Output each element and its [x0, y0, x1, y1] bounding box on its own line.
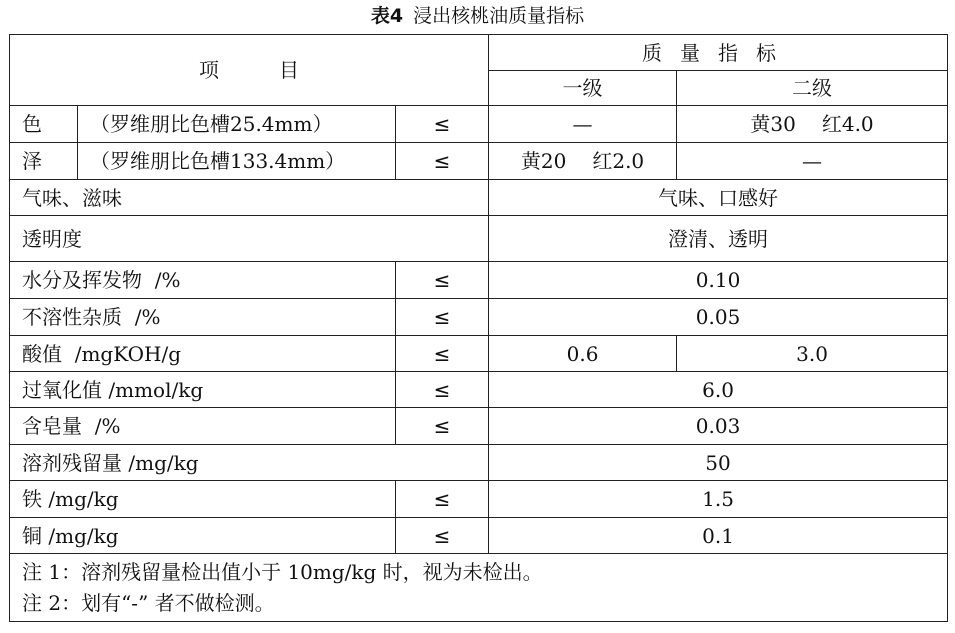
table-row	[10, 299, 948, 336]
le-symbol: ≤	[396, 143, 489, 180]
table-row	[10, 372, 948, 408]
table-row	[10, 106, 948, 143]
moisture-label: 水分及挥发物 /%	[10, 262, 396, 299]
header-grade2: 二级	[677, 71, 948, 106]
peroxide-value: 6.0	[489, 372, 948, 408]
iron-label: 铁 /mg/kg	[10, 481, 396, 518]
odor-value: 气味、口感好	[489, 180, 948, 216]
moisture-value: 0.10	[489, 262, 948, 299]
table-row	[10, 216, 948, 262]
le-symbol: ≤	[396, 262, 489, 299]
le-symbol: ≤	[396, 106, 489, 143]
note-2: 注 2：划有“-” 者不做检测。	[22, 590, 275, 615]
soap-label: 含皂量 /%	[10, 408, 396, 445]
odor-label: 气味、滋味	[10, 180, 489, 216]
le-symbol: ≤	[396, 336, 489, 372]
table-number: 表4	[370, 5, 404, 27]
soap-value: 0.03	[489, 408, 948, 445]
le-symbol: ≤	[396, 372, 489, 408]
note-1: 注 1：溶剂残留量检出值小于 10mg/kg 时，视为未检出。	[22, 559, 543, 584]
le-symbol: ≤	[396, 481, 489, 518]
notes-cell	[10, 554, 948, 622]
table-row	[10, 408, 948, 445]
color-row1-desc: （罗维朋比色槽25.4mm）	[78, 106, 396, 143]
insoluble-label: 不溶性杂质 /%	[10, 299, 396, 336]
table-row	[10, 143, 948, 180]
header-grade1: 一级	[489, 71, 677, 106]
solvent-label: 溶剂残留量 /mg/kg	[10, 445, 489, 481]
color-label-top: 色	[10, 106, 78, 143]
color-label-bottom: 泽	[10, 143, 78, 180]
acid-label: 酸值 /mgKOH/g	[10, 336, 396, 372]
color-row2-grade2: —	[677, 143, 948, 180]
clarity-label: 透明度	[10, 216, 489, 262]
table-row	[10, 336, 948, 372]
acid-grade1: 0.6	[489, 336, 677, 372]
color-row2-desc: （罗维朋比色槽133.4mm）	[78, 143, 396, 180]
table-row	[10, 518, 948, 554]
iron-value: 1.5	[489, 481, 948, 518]
header-quality-indicators: 质量指标	[489, 35, 948, 71]
clarity-value: 澄清、透明	[489, 216, 948, 262]
color-row2-grade1: 黄20 红2.0	[489, 143, 677, 180]
solvent-value: 50	[489, 445, 948, 481]
le-symbol: ≤	[396, 518, 489, 554]
table-caption	[0, 3, 955, 29]
color-row1-grade2: 黄30 红4.0	[677, 106, 948, 143]
notes-row	[10, 554, 948, 622]
table-row	[10, 262, 948, 299]
quality-table	[9, 34, 948, 622]
peroxide-label: 过氧化值 /mmol/kg	[10, 372, 396, 408]
le-symbol: ≤	[396, 408, 489, 445]
table-row	[10, 481, 948, 518]
table-row	[10, 180, 948, 216]
insoluble-value: 0.05	[489, 299, 948, 336]
header-item: 项 目	[10, 35, 489, 106]
table-row	[10, 445, 948, 481]
copper-value: 0.1	[489, 518, 948, 554]
le-symbol: ≤	[396, 299, 489, 336]
copper-label: 铜 /mg/kg	[10, 518, 396, 554]
color-row1-grade1: —	[489, 106, 677, 143]
acid-grade2: 3.0	[677, 336, 948, 372]
table-title: 浸出核桃油质量指标	[413, 5, 585, 27]
